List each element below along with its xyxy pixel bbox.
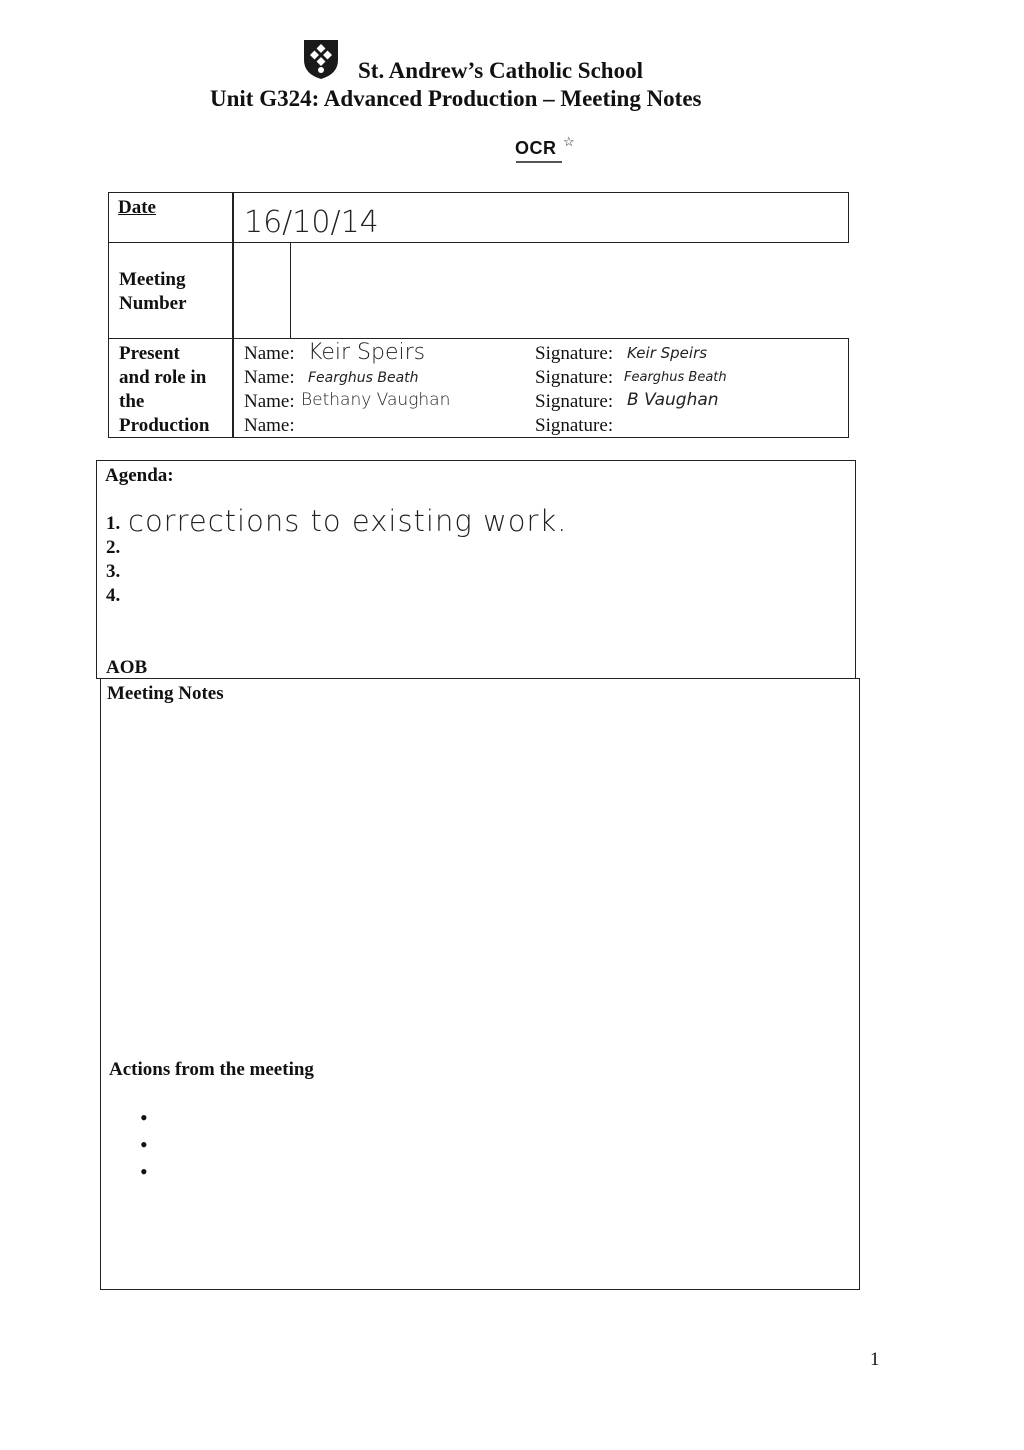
person-name: Keir Speirs xyxy=(308,340,426,365)
agenda-box xyxy=(96,460,856,679)
signature-label: Signature: xyxy=(535,367,614,388)
meeting-number-label-2: Number xyxy=(119,293,187,314)
person-row xyxy=(244,366,844,390)
action-bullet: • xyxy=(140,1132,148,1157)
aob-label: AOB xyxy=(106,657,148,678)
star-icon: ☆ xyxy=(563,134,575,149)
agenda-item-number: 3. xyxy=(106,561,121,582)
page-title: Unit G324: Advanced Production – Meeting Notes xyxy=(210,86,702,111)
name-label: Name: xyxy=(244,391,295,412)
date-row xyxy=(108,192,849,243)
signature-label: Signature: xyxy=(535,415,614,436)
person-row xyxy=(244,342,844,366)
agenda-item-text: corrections to existing work. xyxy=(128,504,568,538)
present-label-2: and role in xyxy=(119,367,207,388)
ocr-logo xyxy=(515,134,579,168)
person-signature: Keir Speirs xyxy=(627,344,708,362)
person-signature: B Vaughan xyxy=(627,390,719,410)
action-bullet: • xyxy=(140,1105,148,1130)
meeting-number-divider xyxy=(232,242,234,339)
date-label: Date xyxy=(118,197,156,218)
person-name: Fearghus Beath xyxy=(308,370,419,386)
meeting-notes-box xyxy=(100,678,860,1290)
date-divider xyxy=(232,192,234,243)
school-name: St. Andrew’s Catholic School xyxy=(358,58,643,83)
person-signature: Fearghus Beath xyxy=(624,370,727,385)
present-label-1: Present xyxy=(119,343,180,364)
name-label: Name: xyxy=(244,415,295,436)
signature-label: Signature: xyxy=(535,343,614,364)
signature-label: Signature: xyxy=(535,391,614,412)
present-label-3: the xyxy=(119,391,145,412)
meeting-notes-label: Meeting Notes xyxy=(107,683,224,704)
action-bullet: • xyxy=(140,1159,148,1184)
meeting-number-label-1: Meeting xyxy=(119,269,186,290)
person-name: Bethany Vaughan xyxy=(301,390,451,410)
name-label: Name: xyxy=(244,367,295,388)
agenda-item-number: 4. xyxy=(106,585,121,606)
present-divider xyxy=(232,338,234,438)
ocr-logo-text: OCR xyxy=(515,138,557,158)
actions-label: Actions from the meeting xyxy=(109,1059,314,1080)
date-value: 16/10/14 xyxy=(244,205,379,240)
person-row xyxy=(244,390,844,414)
agenda-item-number: 1. xyxy=(106,513,121,534)
agenda-label: Agenda: xyxy=(105,465,174,486)
person-row xyxy=(244,414,844,438)
school-crest-icon xyxy=(302,38,340,80)
ocr-logo-underline xyxy=(516,161,562,163)
name-label: Name: xyxy=(244,343,295,364)
agenda-item-number: 2. xyxy=(106,537,121,558)
page-number: 1 xyxy=(870,1349,880,1370)
present-label-4: Production xyxy=(119,415,210,436)
